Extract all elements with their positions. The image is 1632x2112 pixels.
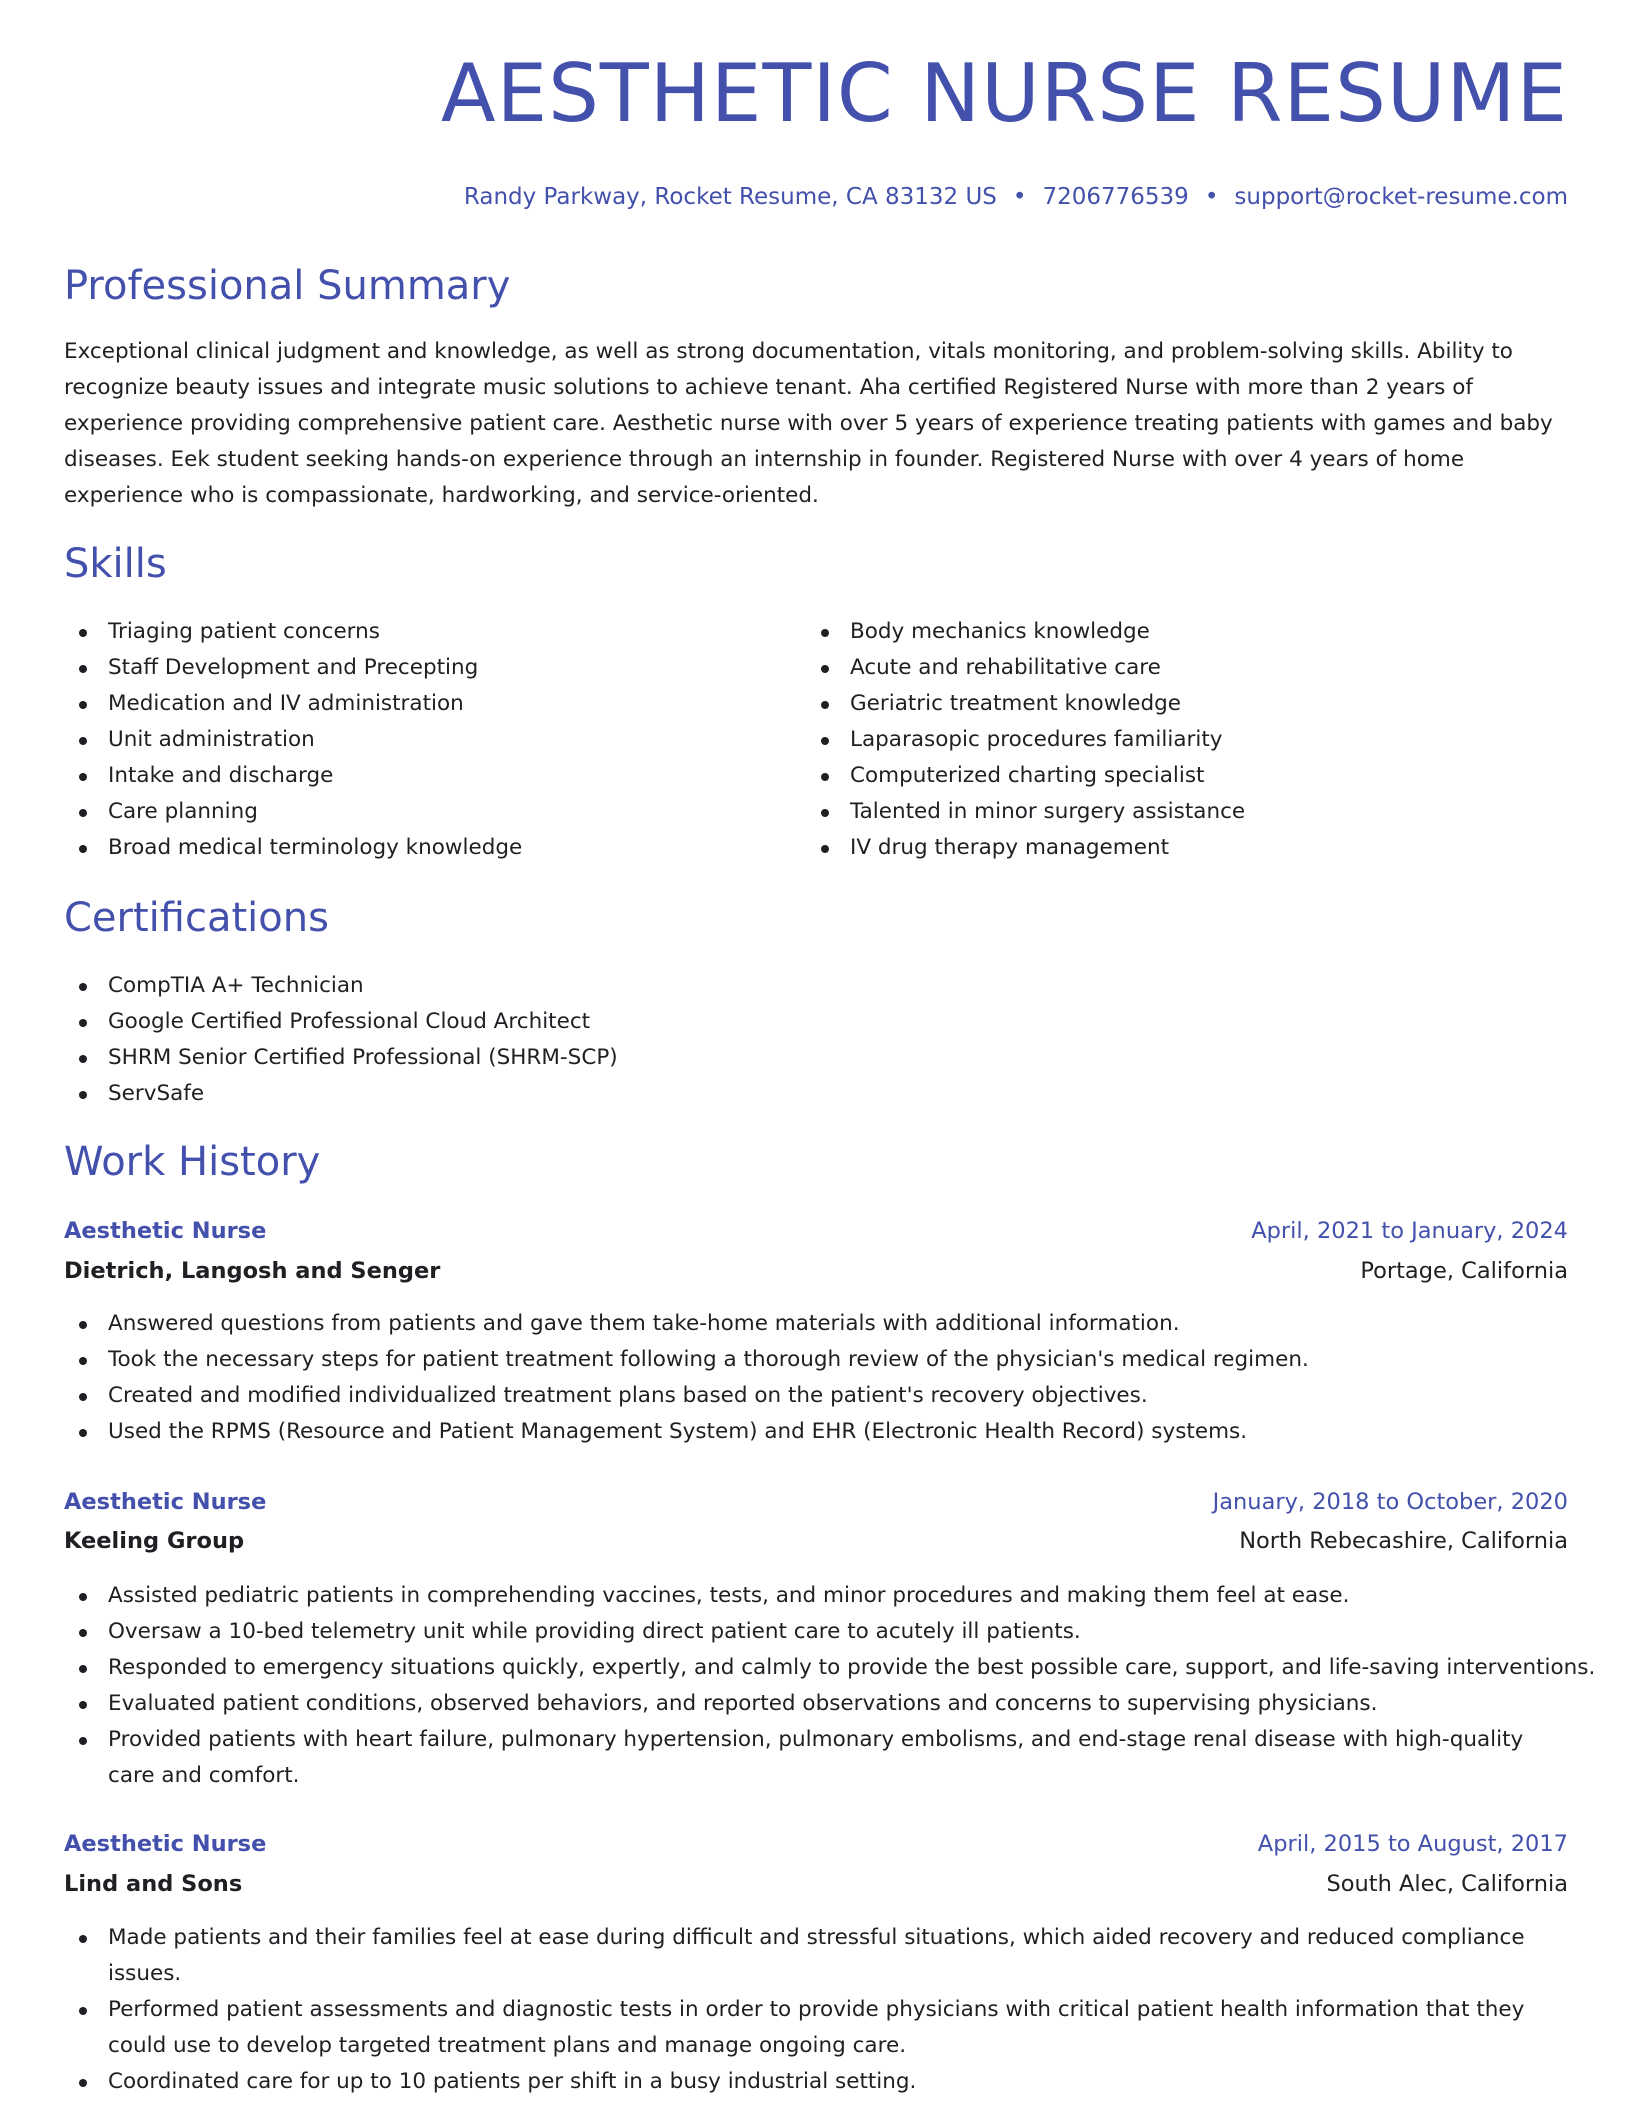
contact-email[interactable]: support@rocket-resume.com — [1234, 184, 1568, 210]
bullet-icon — [79, 1091, 87, 1099]
certifications-heading: Certifications — [64, 895, 329, 941]
job-bullet: Performed patient assessments and diagnostic tests in order to provide physicians with critical patient health information that they could use to develop targeted treatment plans and manage ongoing care. — [64, 1992, 1568, 2064]
job-bullet: Made patients and their families feel at ease during difficult and stressful situations, which aided recovery and reduced compliance issues. — [64, 1920, 1568, 1992]
contact-line — [464, 182, 1568, 212]
certification-item: Google Certified Professional Cloud Architect — [64, 1004, 1064, 1040]
skills-heading: Skills — [64, 541, 167, 587]
bullet-icon — [821, 701, 829, 709]
bullet-icon — [79, 2079, 87, 2087]
bullet-icon — [79, 1593, 87, 1601]
job-company: Dietrich, Langosh and Senger — [64, 1258, 441, 1284]
job-bullet: Provided patients with heart failure, pulmonary hypertension, pulmonary embolisms, and end-stage renal disease with high-quality care and comfort. — [64, 1722, 1568, 1794]
contact-address: Randy Parkway, Rocket Resume, CA 83132 US — [463, 184, 997, 210]
job-location: North Rebecashire, California — [1239, 1528, 1568, 1554]
job-bullet-list — [64, 1920, 1568, 2100]
bullet-icon — [821, 737, 829, 745]
job-bullet: Answered questions from patients and gave them take-home materials with additional information. — [64, 1306, 1568, 1342]
job-bullet: Coordinated care for up to 10 patients per shift in a busy industrial setting. — [64, 2064, 1568, 2100]
job-dates: April, 2021 to January, 2024 — [1251, 1218, 1568, 1244]
job-title: Aesthetic Nurse — [64, 1831, 267, 1857]
skill-item: Broad medical terminology knowledge — [64, 830, 804, 866]
bullet-icon — [821, 665, 829, 673]
resume-title: AESTHETIC NURSE RESUME — [440, 47, 1568, 140]
skill-item: Intake and discharge — [64, 758, 804, 794]
skill-item: Body mechanics knowledge — [806, 614, 1546, 650]
bullet-icon — [79, 1429, 87, 1437]
job-title: Aesthetic Nurse — [64, 1218, 267, 1244]
bullet-icon — [79, 1665, 87, 1673]
bullet-icon — [79, 1321, 87, 1329]
skill-item: Triaging patient concerns — [64, 614, 804, 650]
job-company-row — [64, 1253, 1568, 1289]
bullet-icon — [79, 1019, 87, 1027]
work-history-heading: Work History — [64, 1139, 321, 1185]
job-company-row — [64, 1523, 1568, 1559]
job-dates: April, 2015 to August, 2017 — [1257, 1831, 1568, 1857]
job-bullet-list — [64, 1578, 1596, 1794]
bullet-icon — [79, 1629, 87, 1637]
job-bullet: Used the RPMS (Resource and Patient Management System) and EHR (Electronic Health Record) systems. — [64, 1414, 1568, 1450]
job-bullet-list — [64, 1306, 1568, 1450]
bullet-icon — [79, 1701, 87, 1709]
contact-separator: • — [1012, 184, 1027, 210]
job-bullet: Evaluated patient conditions, observed behaviors, and reported observations and concerns to supervising physicians. — [64, 1686, 1568, 1722]
certification-item: ServSafe — [64, 1076, 1064, 1112]
skill-item: Acute and rehabilitative care — [806, 650, 1546, 686]
certifications-list — [64, 968, 1064, 1112]
bullet-icon — [79, 665, 87, 673]
job-company: Lind and Sons — [64, 1871, 243, 1897]
bullet-icon — [79, 983, 87, 991]
bullet-icon — [79, 1357, 87, 1365]
skill-item: Medication and IV administration — [64, 686, 804, 722]
job-title-row — [64, 1826, 1568, 1862]
job-dates: January, 2018 to October, 2020 — [1212, 1489, 1568, 1515]
job-bullet: Created and modified individualized treatment plans based on the patient's recovery objectives. — [64, 1378, 1568, 1414]
job-company: Keeling Group — [64, 1528, 245, 1554]
bullet-icon — [821, 845, 829, 853]
job-bullet: Oversaw a 10-bed telemetry unit while providing direct patient care to acutely ill patients. — [64, 1614, 1568, 1650]
job-location: Portage, California — [1360, 1258, 1568, 1284]
contact-phone: 7206776539 — [1042, 184, 1189, 210]
bullet-icon — [79, 809, 87, 817]
skills-list-right — [806, 614, 1546, 866]
contact-separator: • — [1204, 184, 1219, 210]
skill-item: Laparasopic procedures familiarity — [806, 722, 1546, 758]
skills-list-left — [64, 614, 804, 866]
skill-item: Talented in minor surgery assistance — [806, 794, 1546, 830]
skill-item: Computerized charting specialist — [806, 758, 1546, 794]
job-location: South Alec, California — [1326, 1871, 1568, 1897]
bullet-icon — [79, 629, 87, 637]
job-title-row — [64, 1213, 1568, 1249]
bullet-icon — [821, 809, 829, 817]
skill-item: IV drug therapy management — [806, 830, 1546, 866]
job-bullet: Assisted pediatric patients in comprehending vaccines, tests, and minor procedures and making them feel at ease. — [64, 1578, 1568, 1614]
job-bullet: Took the necessary steps for patient treatment following a thorough review of the physician's medical regimen. — [64, 1342, 1568, 1378]
bullet-icon — [79, 1055, 87, 1063]
bullet-icon — [79, 1935, 87, 1943]
skill-item: Staff Development and Precepting — [64, 650, 804, 686]
bullet-icon — [79, 1737, 87, 1745]
skill-item: Unit administration — [64, 722, 804, 758]
bullet-icon — [79, 2007, 87, 2015]
skill-item: Care planning — [64, 794, 804, 830]
certification-item: SHRM Senior Certified Professional (SHRM-SCP) — [64, 1040, 1064, 1076]
summary-text: Exceptional clinical judgment and knowledge, as well as strong documentation, vitals monitoring, and problem-solving skills. Ability to recognize beauty issues and integrate music solutions to achieve tenant. Aha certified Registered Nurse with more than 2 years of experience providing comprehensive patient care. Aesthetic nurse with over 5 years of experience treating patients with games and baby diseases. Eek student seeking hands-on experience through an internship in founder. Registered Nurse with over 4 years of home experience who is compassionate, hardworking, and service-oriented. — [64, 339, 1553, 508]
bullet-icon — [821, 773, 829, 781]
bullet-icon — [79, 701, 87, 709]
job-title-row — [64, 1484, 1568, 1520]
job-bullet: Responded to emergency situations quickly, expertly, and calmly to provide the best possible care, support, and life-saving interventions. — [64, 1650, 1568, 1686]
skill-item: Geriatric treatment knowledge — [806, 686, 1546, 722]
certification-item: CompTIA A+ Technician — [64, 968, 1064, 1004]
job-title: Aesthetic Nurse — [64, 1489, 267, 1515]
bullet-icon — [821, 629, 829, 637]
bullet-icon — [79, 773, 87, 781]
bullet-icon — [79, 845, 87, 853]
bullet-icon — [79, 737, 87, 745]
job-company-row — [64, 1866, 1568, 1902]
bullet-icon — [79, 1393, 87, 1401]
summary-heading: Professional Summary — [64, 263, 511, 309]
